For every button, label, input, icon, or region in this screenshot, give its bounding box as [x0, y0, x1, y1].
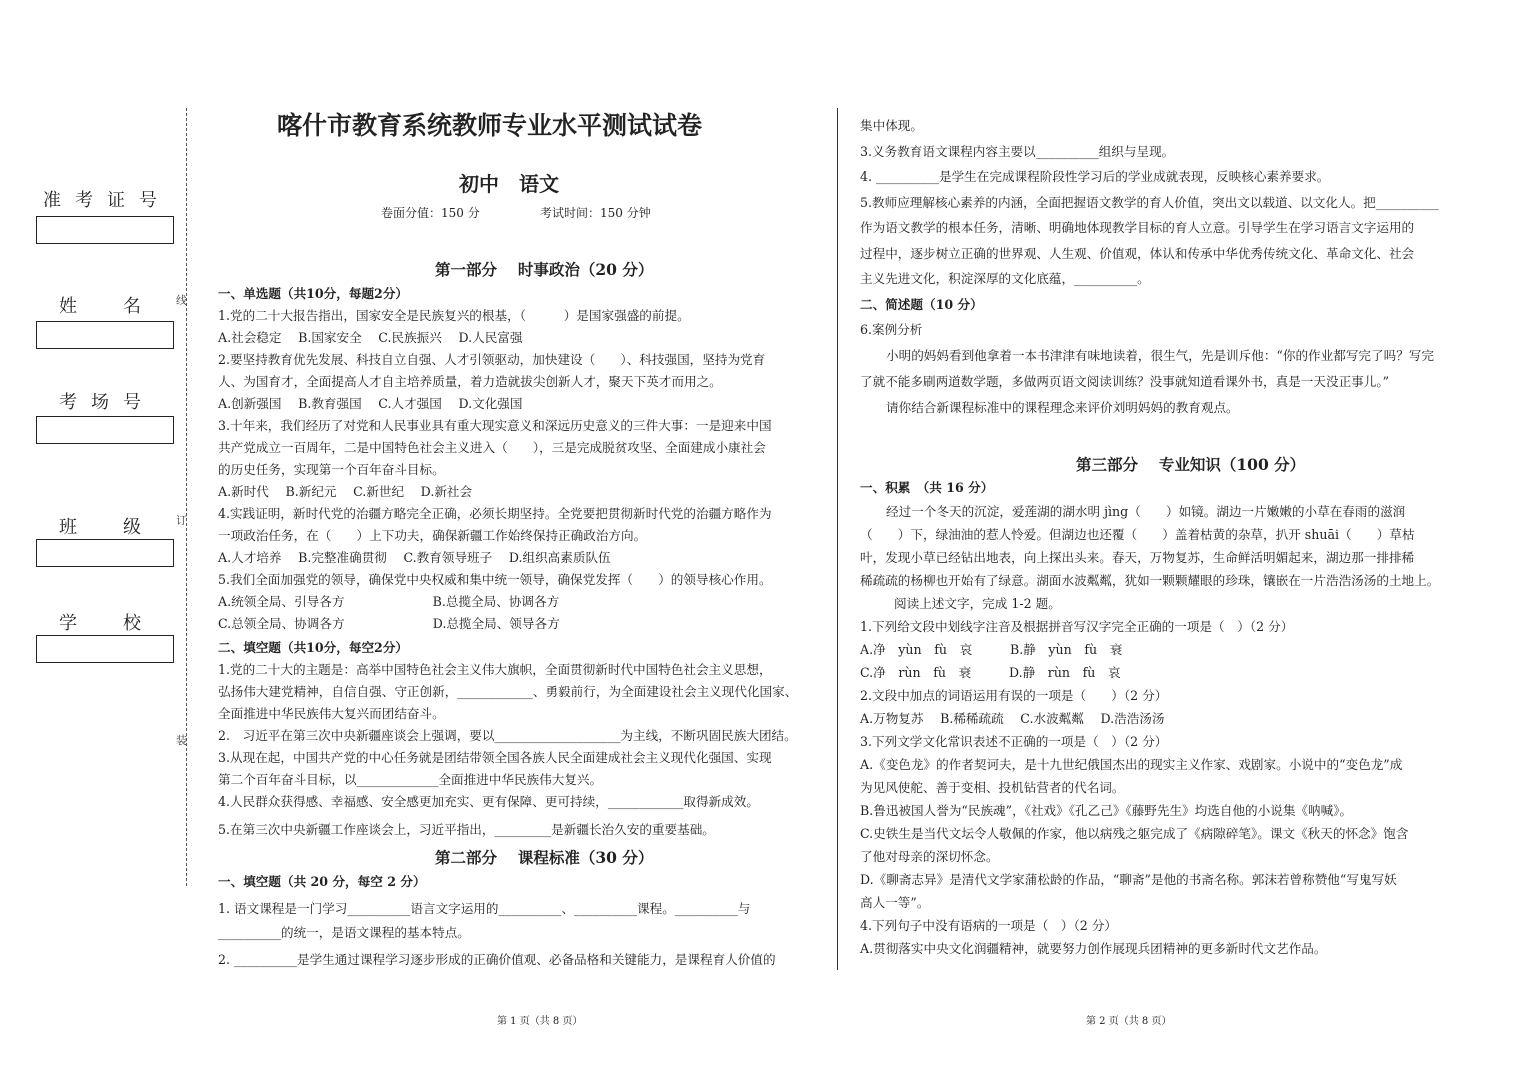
text-line: 的历史任务，实现第一个百年奋斗目标。: [218, 462, 445, 477]
text-line: 第二个百年奋斗目标，以_____________全面推进中华民族伟大复兴。: [218, 772, 603, 787]
binding-char-line: 线: [176, 294, 187, 307]
exam-id-box: [36, 216, 174, 244]
text-line: A.万物复苏 B.稀稀疏疏 C.水波粼粼 D.浩浩汤汤: [860, 711, 1165, 726]
text-line: 1.党的二十大的主题是：高举中国特色社会主义伟大旗帜，全面贯彻新时代中国特色社会主义思想，: [218, 662, 772, 677]
text-line: 稀疏疏的杨柳也开始有了绿意。湖面水波粼粼，犹如一颗颗耀眼的珍珠，镶嵌在一片浩浩汤汤的土地上。: [860, 573, 1440, 588]
text-line: A.贯彻落实中央文化润疆精神，就要努力创作展现兵团精神的更多新时代文艺作品。: [860, 941, 1327, 956]
text-line: 为见风使舵、善于变相、投机钻营者的代名词。: [860, 780, 1125, 795]
text-line: A.人才培养 B.完整准确贯彻 C.教育领导班子 D.组织高素质队伍: [218, 550, 611, 565]
binding-char-bind: 装: [176, 734, 187, 747]
class-box: [36, 539, 174, 567]
text-line: 高人一等”。: [860, 895, 930, 910]
question-group-heading: 二、填空题（共10分，每空2分）: [218, 640, 409, 655]
label-room: 考场号: [59, 392, 155, 413]
text-line: 2.文段中加点的词语运用有误的一项是（ ）（2 分）: [860, 688, 1168, 703]
question-group-heading: 一、填空题（共 20 分，每空 2 分）: [218, 874, 426, 889]
text-line: 集中体现。: [860, 118, 923, 133]
text-line: 4.下列句子中没有语病的一项是（ ）（2 分）: [860, 918, 1118, 933]
question-group-heading: 二、简述题（10 分）: [860, 297, 983, 312]
text-line: 了就不能多刷两道数学题，多做两页语文阅读训练？没事就知道看课外书，真是一天没正事儿。”: [860, 374, 1390, 389]
text-line: A.创新强国 B.教育强国 C.人才强国 D.文化强国: [218, 396, 523, 411]
exam-subtitle: 初中 语文: [459, 172, 559, 196]
section-heading: 第一部分 时事政治（20 分）: [435, 260, 654, 279]
text-line: 2.要坚持教育优先发展、科技自立自强、人才引领驱动，加快建设（ ）、科技强国，坚持为党育: [218, 352, 766, 367]
text-line: 2. __________是学生通过课程学习逐步形成的正确价值观、必备品格和关键能力，是课程育人价值的: [218, 952, 776, 967]
question-group-heading: 一、积累 （共 16 分）: [860, 480, 994, 495]
text-line: 5.我们全面加强党的领导，确保党中央权威和集中统一领导，确保党发挥（ ）的领导核心作用。: [218, 572, 772, 587]
text-line: A.《变色龙》的作者契诃夫，是十九世纪俄国杰出的现实主义作家、戏剧家。小说中的“变色龙”成: [860, 757, 1403, 772]
text-line: 1. 语文课程是一门学习__________语言文字运用的__________、__________课程。__________与: [218, 901, 751, 916]
score-info: 卷面分值：150 分: [381, 206, 480, 220]
text-line: 2. 习近平在第三次中央新疆座谈会上强调，要以____________________为主线，不断巩固民族大团结。: [218, 728, 797, 743]
time-info: 考试时间：150 分钟: [540, 206, 651, 220]
text-line: 一项政治任务，在（ ）上下功夫，确保新疆工作始终保持正确政治方向。: [218, 528, 647, 543]
text-line: 5.在第三次中央新疆工作座谈会上，习近平指出，_________是新疆长治久安的重要基础。: [218, 822, 715, 837]
text-line: __________的统一，是语文课程的基本特点。: [218, 925, 470, 940]
text-line: 5.教师应理解核心素养的内涵，全面把握语文教学的育人价值，突出文以载道、以文化人。把__________: [860, 195, 1439, 210]
page-number-left: 第 1 页（共 8 页）: [497, 1016, 583, 1027]
page-number-right: 第 2 页（共 8 页）: [1086, 1016, 1172, 1027]
text-line: A.统领全局、引导各方 B.总揽全局、协调各方: [218, 594, 560, 609]
text-line: C.总领全局、协调各方 D.总揽全局、领导各方: [218, 616, 560, 631]
text-line: 4.人民群众获得感、幸福感、安全感更加充实、更有保障、更可持续，____________取得新成效。: [218, 794, 759, 809]
text-line: 4.实践证明，新时代党的治疆方略完全正确，必须长期坚持。全党要把贯彻新时代党的治疆方略作为: [218, 506, 772, 521]
text-line: （ ）下，绿油油的惹人怜爱。但湖边也还覆（ ）盖着枯黄的杂草，扒开 shuāi（ ）草枯: [860, 527, 1415, 542]
text-line: 作为语文教学的根本任务，清晰、明确地体现教学目标的育人立意。引导学生在学习语言文字运用的: [860, 220, 1415, 235]
text-line: 过程中，逐步树立正确的世界观、人生观、价值观，体认和传承中华优秀传统文化、革命文化、社会: [860, 246, 1415, 261]
text-line: 叶，发现小草已经钻出地表，向上探出头来。春天，万物复苏，生命鲜活明媚起来，湖边那一排排稀: [860, 550, 1415, 565]
label-school: 学 校: [59, 613, 155, 634]
label-class: 班 级: [59, 517, 155, 538]
text-line: 3.从现在起，中国共产党的中心任务就是团结带领全国各族人民全面建成社会主义现代化强国、实现: [218, 750, 772, 765]
text-line: 弘扬伟大建党精神，自信自强、守正创新，____________、勇毅前行，为全面建设社会主义现代化国家、: [218, 684, 798, 699]
text-line: 全面推进中华民族伟大复兴而团结奋斗。: [218, 706, 445, 721]
text-line: A.新时代 B.新纪元 C.新世纪 D.新社会: [218, 484, 473, 499]
name-box: [36, 321, 174, 349]
text-line: 3.十年来，我们经历了对党和人民事业具有重大现实意义和深远历史意义的三件大事：一是迎来中国: [218, 418, 772, 433]
binding-dashed-line: [186, 108, 187, 886]
text-line: 了他对母亲的深切怀念。: [860, 849, 999, 864]
column-divider: [837, 108, 838, 970]
text-line: 共产党成立一百周年，二是中国特色社会主义进入（ ），三是完成脱贫攻坚、全面建成小康社会: [218, 440, 766, 455]
text-line: 1.党的二十大报告指出，国家安全是民族复兴的根基，（ ）是国家强盛的前提。: [218, 308, 690, 323]
text-line: 4. __________是学生在完成课程阶段性学习后的学业成就表现，反映核心素养要求。: [860, 169, 1330, 184]
text-line: 6.案例分析: [860, 322, 923, 337]
text-line: 小明的妈妈看到他拿着一本书津津有味地读着，很生气，先是训斥他：“你的作业都写完了吗？写完: [886, 348, 1434, 363]
label-name: 姓 名: [59, 296, 155, 317]
text-line: 1.下列给文段中划线字注音及根据拼音写汉字完全正确的一项是（ ）（2 分）: [860, 619, 1294, 634]
text-line: D.《聊斋志异》是清代文学家蒲松龄的作品，“聊斋”是他的书斋名称。郭沫若曾称赞他“写鬼写妖: [860, 872, 1397, 887]
room-box: [36, 416, 174, 444]
text-line: 3.下列文学文化常识表述不正确的一项是（ ）（2 分）: [860, 734, 1168, 749]
question-group-heading: 一、单选题（共10分，每题2分）: [218, 286, 409, 301]
section-heading: 第三部分 专业知识（100 分）: [1076, 455, 1306, 474]
text-line: 主义先进文化，积淀深厚的文化底蕴，__________。: [860, 271, 1150, 286]
text-line: A.社会稳定 B.国家安全 C.民族振兴 D.人民富强: [218, 330, 523, 345]
text-line: C.史铁生是当代文坛令人敬佩的作家，他以病残之躯完成了《病隙碎笔》。课文《秋天的怀念》饱含: [860, 826, 1409, 841]
text-line: 3.义务教育语文课程内容主要以__________组织与呈现。: [860, 144, 1175, 159]
text-line: C.净 rùn fù 衰 D.静 rùn fù 哀: [860, 665, 1121, 680]
text-line: 人、为国育才，全面提高人才自主培养质量，着力造就拔尖创新人才，聚天下英才而用之。: [218, 374, 722, 389]
text-line: 经过一个冬天的沉淀，爱莲湖的湖水明 jìng（ ）如镜。湖边一片嫩嫩的小草在春雨的滋润: [886, 504, 1406, 519]
binding-char-staple: 订: [176, 514, 187, 527]
exam-title: 喀什市教育系统教师专业水平测试试卷: [277, 111, 703, 140]
section-heading: 第二部分 课程标准（30 分）: [435, 848, 654, 867]
text-line: B.鲁迅被国人誉为“民族魂”，《社戏》《孔乙己》《藤野先生》均选自他的小说集《呐喊》。: [860, 803, 1353, 818]
text-line: A.净 yùn fù 哀 B.静 yùn fù 衰: [860, 642, 1123, 657]
label-exam-id: 准考证号: [43, 190, 171, 211]
text-line: 阅读上述文字，完成 1-2 题。: [894, 596, 1061, 611]
school-box: [36, 635, 174, 663]
text-line: 请你结合新课程标准中的课程理念来评价刘明妈妈的教育观点。: [886, 400, 1239, 415]
